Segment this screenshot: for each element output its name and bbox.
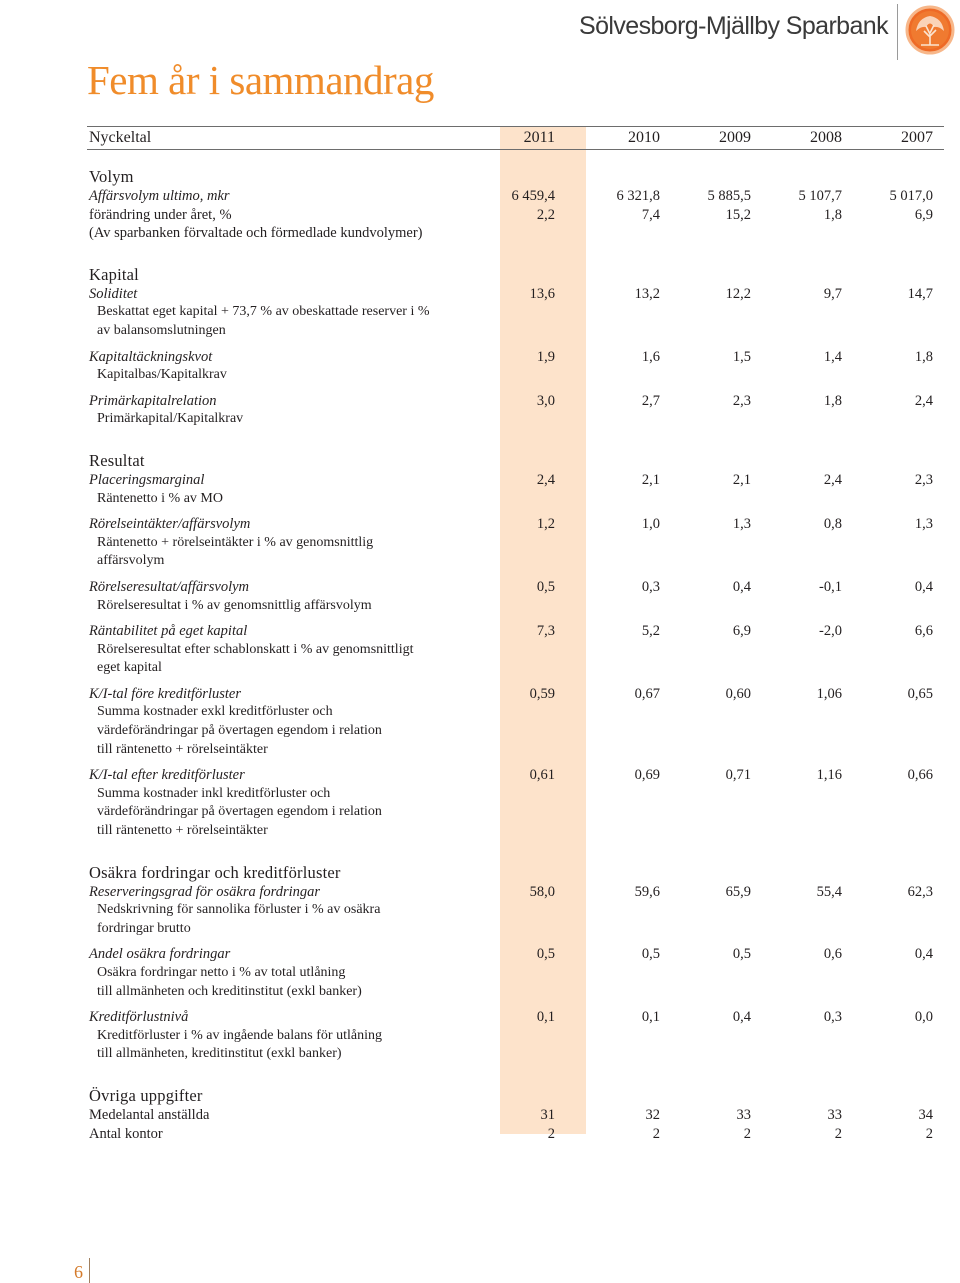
table-row: Rörelseresultat/affärsvolym 0,5 0,3 0,4 -0,1 0,4: [89, 578, 933, 595]
tree-emblem-icon: [904, 4, 956, 56]
table-note: (Av sparbanken förvaltade och förmedlade kundvolymer): [89, 225, 423, 242]
page-number: 6: [74, 1262, 83, 1282]
table-row: Medelantal anställda 31 32 33 33 34: [89, 1106, 933, 1123]
year-2007: 2007: [901, 128, 933, 146]
section-resultat-title: Resultat: [89, 450, 145, 470]
row-description: värdeförändringar på övertagen egendom i relation: [97, 723, 382, 739]
row-description: Rörelseresultat i % av genomsnittlig affärsvolym: [97, 597, 372, 613]
year-2009: 2009: [719, 128, 751, 146]
year-2008: 2008: [810, 128, 842, 146]
row-description: Rörelseresultat efter schablonskatt i % av genomsnittligt: [97, 641, 414, 657]
table-row: förändring under året, % 2,2 7,4 15,2 1,8 6,9: [89, 206, 933, 223]
footer-divider: [89, 1258, 90, 1283]
table-row: Soliditet 13,6 13,2 12,2 9,7 14,7: [89, 285, 933, 302]
row-description: Räntenetto + rörelseintäkter i % av genomsnittlig: [97, 534, 374, 550]
row-description: fordringar brutto: [97, 920, 191, 936]
row-description: affärsvolym: [97, 553, 165, 569]
header-divider: [897, 4, 898, 60]
bank-name: Sölvesborg-Mjällby Sparbank: [579, 12, 888, 40]
row-description: Beskattat eget kapital + 73,7 % av obeskattade reserver i %: [97, 304, 430, 320]
table-row: Andel osäkra fordringar 0,5 0,5 0,5 0,6 0,4: [89, 946, 933, 963]
section-volym-title: Volym: [89, 167, 134, 186]
row-description: eget kapital: [97, 660, 162, 676]
table-row: Antal kontor 2 2 2 2 2: [89, 1125, 933, 1142]
table-row: Affärsvolym ultimo, mkr 6 459,4 6 321,8 5 885,5 5 107,7 5 017,0: [89, 188, 933, 204]
row-description: till räntenetto + rörelseintäkter: [97, 741, 268, 757]
row-description: till allmänheten, kreditinstitut (exkl banker): [97, 1046, 342, 1062]
year-2010: 2010: [628, 128, 660, 146]
table-row: K/I-tal efter kreditförluster 0,61 0,69 0,71 1,16 0,66: [89, 767, 933, 784]
table-row: K/I-tal före kreditförluster 0,59 0,67 0,60 1,06 0,65: [89, 685, 933, 702]
year-2011: 2011: [523, 128, 555, 146]
table-row: Rörelseintäkter/affärsvolym 1,2 1,0 1,3 0,8 1,3: [89, 516, 933, 533]
table-row: Reserveringsgrad för osäkra fordringar 58,0 59,6 65,9 55,4 62,3: [89, 883, 933, 900]
key-figures-table: [89, 126, 933, 1143]
table-row: Räntabilitet på eget kapital 7,3 5,2 6,9 -2,0 6,6: [89, 623, 933, 640]
table-row: Kapitaltäckningskvot 1,9 1,6 1,5 1,4 1,8: [89, 348, 933, 365]
row-description: Räntenetto i % av MO: [97, 490, 223, 506]
header-label: Nyckeltal: [89, 128, 152, 146]
row-description: till allmänheten och kreditinstitut (exkl banker): [97, 983, 362, 999]
section-osakra-title: Osäkra fordringar och kreditförluster: [89, 862, 341, 882]
row-description: värdeförändringar på övertagen egendom i relation: [97, 804, 382, 820]
row-description: till räntenetto + rörelseintäkter: [97, 823, 268, 839]
row-description: av balansomslutningen: [97, 322, 226, 338]
row-description: Nedskrivning för sannolika förluster i % av osäkra: [97, 902, 381, 918]
table-header-row: [89, 126, 933, 149]
section-ovriga-title: Övriga uppgifter: [89, 1085, 203, 1105]
row-description: Kreditförluster i % av ingående balans för utlåning: [97, 1027, 382, 1043]
row-description: Kapitalbas/Kapitalkrav: [97, 367, 227, 383]
section-kapital-title: Kapital: [89, 264, 139, 284]
table-row: Kreditförlustnivå 0,1 0,1 0,4 0,3 0,0: [89, 1009, 933, 1026]
table-row: Primärkapitalrelation 3,0 2,7 2,3 1,8 2,4: [89, 392, 933, 409]
row-description: Summa kostnader exkl kreditförluster och: [97, 704, 333, 720]
table-row: Placeringsmarginal 2,4 2,1 2,1 2,4 2,3: [89, 471, 933, 488]
page-title: Fem år i sammandrag: [87, 57, 434, 103]
row-description: Osäkra fordringar netto i % av total utlåning: [97, 965, 346, 980]
row-description: Primärkapital/Kapitalkrav: [97, 411, 244, 427]
row-description: Summa kostnader inkl kreditförluster och: [97, 785, 331, 801]
